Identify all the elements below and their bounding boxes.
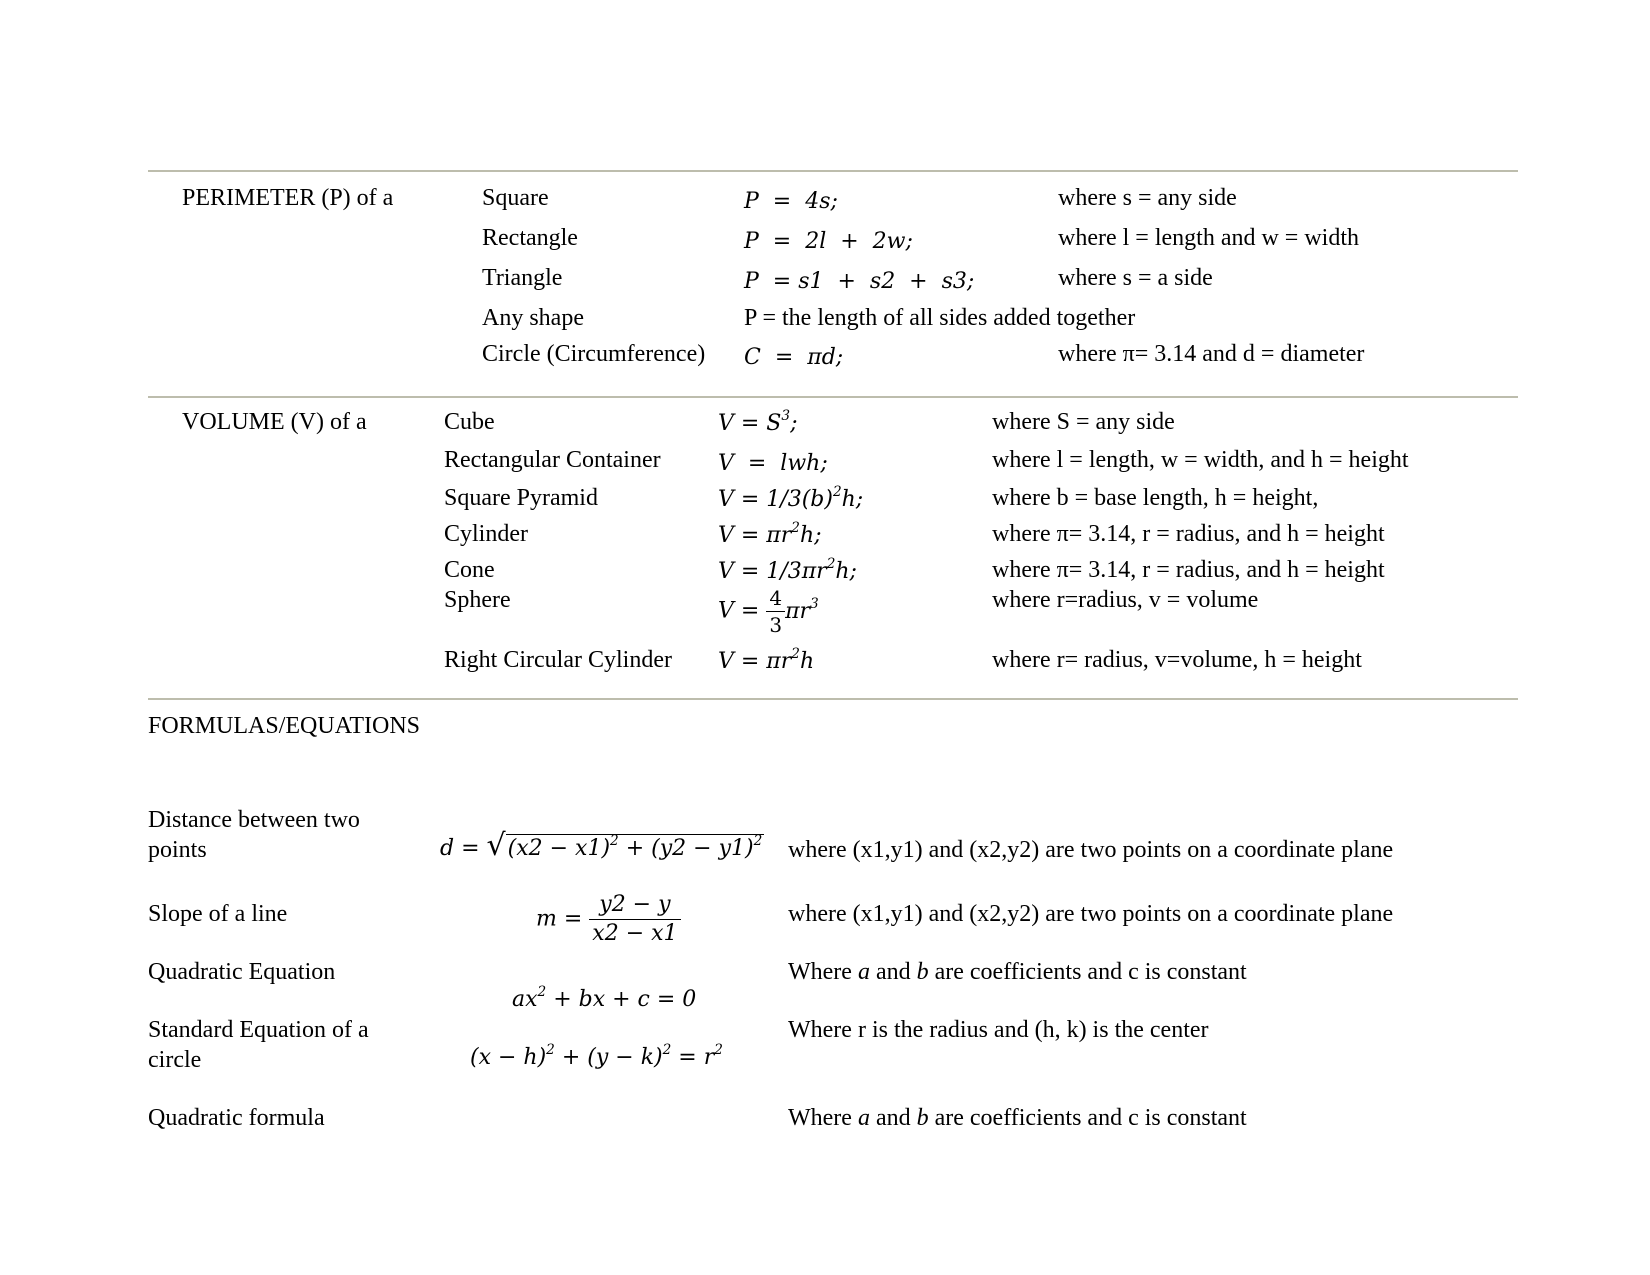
perimeter-formula-rectangle: P = 2l + 2w; bbox=[744, 229, 913, 254]
equations-heading: FORMULAS/EQUATIONS bbox=[148, 713, 421, 739]
divider-top bbox=[148, 170, 1518, 172]
perimeter-shape-circle: Circle (Circumference) bbox=[482, 341, 706, 367]
equation-formula-quadratic: $ax^2$ + bx + c = 0 bbox=[512, 984, 697, 1012]
volume-shape-pyramid: Square Pyramid bbox=[444, 485, 598, 511]
equation-formula-circle: $(x - h)^2 + (y - k)^2 = r^2$ bbox=[470, 1042, 723, 1070]
volume-formula-pyramid: $V = 1/3(b)^2h$; bbox=[718, 484, 864, 512]
sqrt-icon: √ bbox=[486, 828, 506, 863]
divider-middle bbox=[148, 396, 1518, 398]
perimeter-formula-square: P = 4s; bbox=[744, 189, 838, 214]
volume-shape-cylinder: Cylinder bbox=[444, 521, 528, 547]
divider-bottom bbox=[148, 698, 1518, 700]
perimeter-heading: PERIMETER (P) of a bbox=[182, 185, 394, 211]
volume-shape-cone: Cone bbox=[444, 557, 495, 583]
equation-note-slope: where (x1,y1) and (x2,y2) are two points on a coordinate plane bbox=[788, 901, 1394, 927]
volume-shape-right-cylinder: Right Circular Cylinder bbox=[444, 647, 672, 673]
perimeter-note-triangle: where s = a side bbox=[1058, 265, 1213, 291]
equation-name-quadratic: Quadratic Equation bbox=[148, 959, 336, 985]
equation-formula-distance: $d = √(x2 - x1)^2 + (y2 - y1)^2$ bbox=[440, 828, 763, 863]
volume-note-sphere: where r=radius, v = volume bbox=[992, 587, 1259, 613]
perimeter-shape-rectangle: Rectangle bbox=[482, 225, 578, 251]
equation-name-distance-line1: Distance between two bbox=[148, 807, 360, 833]
volume-note-cone: where π= 3.14, r = radius, and h = height bbox=[992, 557, 1385, 583]
volume-heading: VOLUME (V) of a bbox=[182, 409, 367, 435]
volume-formula-cylinder: $V = \pi r^2h$; bbox=[718, 520, 822, 548]
perimeter-note-square: where s = any side bbox=[1058, 185, 1237, 211]
volume-note-cube: where S = any side bbox=[992, 409, 1175, 435]
perimeter-shape-any: Any shape bbox=[482, 305, 584, 331]
equation-name-slope: Slope of a line bbox=[148, 901, 288, 927]
volume-note-cylinder: where π= 3.14, r = radius, and h = height bbox=[992, 521, 1385, 547]
equation-name-circle-line1: Standard Equation of a bbox=[148, 1017, 369, 1043]
equation-note-circle: Where r is the radius and (h, k) is the center bbox=[788, 1017, 1209, 1043]
volume-shape-rectangular: Rectangular Container bbox=[444, 447, 661, 473]
perimeter-shape-square: Square bbox=[482, 185, 549, 211]
equation-formula-slope: m = $\frac{y2 - y}{x2 - x1}$ bbox=[536, 894, 681, 945]
volume-formula-rectangular: V = lwh; bbox=[718, 451, 828, 476]
volume-note-rectangular: where l = length, w = width, and h = height bbox=[992, 447, 1409, 473]
equation-name-circle-line2: circle bbox=[148, 1047, 202, 1073]
volume-formula-cube: $V = S^3$; bbox=[718, 408, 798, 436]
equation-note-quadratic-formula: Where a and b are coefficients and c is constant bbox=[788, 1105, 1247, 1131]
volume-note-right-cylinder: where r= radius, v=volume, h = height bbox=[992, 647, 1362, 673]
equation-note-distance: where (x1,y1) and (x2,y2) are two points on a coordinate plane bbox=[788, 837, 1394, 863]
volume-formula-cone: $V = 1/3\pi r^2h$; bbox=[718, 556, 857, 584]
volume-shape-sphere: Sphere bbox=[444, 587, 511, 613]
perimeter-note-circle: where π= 3.14 and d = diameter bbox=[1058, 341, 1365, 367]
equation-name-distance-line2: points bbox=[148, 837, 207, 863]
perimeter-formula-circle: C = πd; bbox=[744, 345, 844, 370]
volume-shape-cube: Cube bbox=[444, 409, 495, 435]
perimeter-note-rectangle: where l = length and w = width bbox=[1058, 225, 1360, 251]
volume-note-pyramid: where b = base length, h = height, bbox=[992, 485, 1319, 511]
perimeter-note-any: P = the length of all sides added together bbox=[744, 305, 1136, 331]
volume-formula-sphere: V = $\frac{4}{3}$ $\pi r^3$ bbox=[718, 586, 819, 637]
volume-formula-right-cylinder: $V = \pi r^2h$ bbox=[718, 646, 815, 674]
equation-note-quadratic: Where a and b are coefficients and c is constant bbox=[788, 959, 1247, 985]
perimeter-formula-triangle: P = s1 + s2 + s3; bbox=[744, 269, 975, 294]
perimeter-shape-triangle: Triangle bbox=[482, 265, 563, 291]
equation-name-quadratic-formula: Quadratic formula bbox=[148, 1105, 325, 1131]
